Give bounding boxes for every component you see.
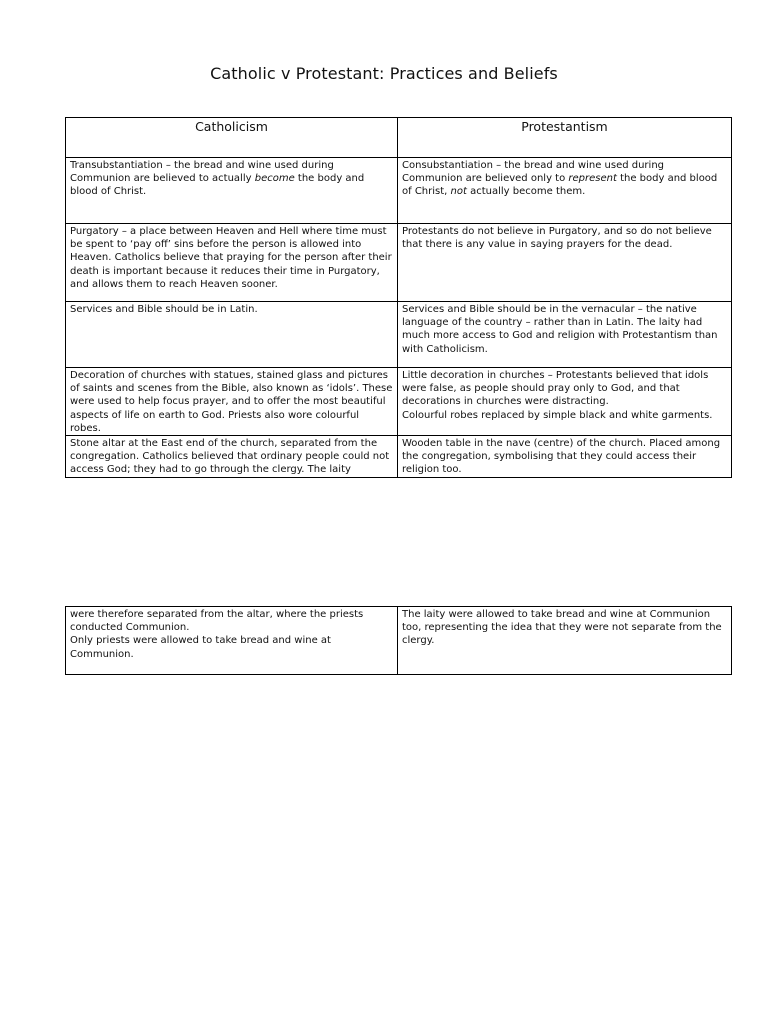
protestant-cell: Wooden table in the nave (centre) of the church. Placed among the congregation, symbolising that they could access their religion too. [398, 436, 732, 478]
catholic-cell: Decoration of churches with statues, stained glass and pictures of saints and scenes from the Bible, also known as ‘idols’. These were used to help focus prayer, and to offer the most beautiful aspects of life on earth to God. Priests also wore colourful robes. [66, 368, 398, 436]
comparison-table-continued [65, 606, 732, 675]
protestant-cell: Protestants do not believe in Purgatory, and so do not believe that there is any value in saying prayers for the dead. [398, 224, 732, 302]
comparison-table [65, 117, 732, 478]
catholic-cell: Stone altar at the East end of the church, separated from the congregation. Catholics believed that ordinary people could not access God; they had to go through the clergy. The laity [66, 436, 398, 478]
header-protestantism: Protestantism [398, 118, 732, 158]
table-row [66, 158, 732, 224]
protestant-cell: Consubstantiation – the bread and wine used during Communion are believed only to represent the body and blood of Christ, not actually become them. [398, 158, 732, 224]
table-row [66, 224, 732, 302]
table-row [66, 368, 732, 436]
table-header-row [66, 118, 732, 158]
header-catholicism: Catholicism [66, 118, 398, 158]
table-row [66, 607, 732, 675]
protestant-cell: Little decoration in churches – Protestants believed that idols were false, as people should pray only to God, and that decorations in churches were distracting. Colourful robes replaced by simple black and white garments. [398, 368, 732, 436]
catholic-cell: Services and Bible should be in Latin. [66, 302, 398, 368]
table-row [66, 302, 732, 368]
protestant-cell: The laity were allowed to take bread and wine at Communion too, representing the idea that they were not separate from the clergy. [398, 607, 732, 675]
catholic-cell: Transubstantiation – the bread and wine used during Communion are believed to actually become the body and blood of Christ. [66, 158, 398, 224]
protestant-cell: Services and Bible should be in the vernacular – the native language of the country – rather than in Latin. The laity had much more access to God and religion with Protestantism than with Catholicism. [398, 302, 732, 368]
catholic-cell: Purgatory – a place between Heaven and Hell where time must be spent to ‘pay off’ sins before the person is allowed into Heaven. Catholics believe that praying for the person after their death is important because it reduces their time in Purgatory, and allows them to reach Heaven sooner. [66, 224, 398, 302]
catholic-cell: were therefore separated from the altar, where the priests conducted Communion. Only priests were allowed to take bread and wine at Communion. [66, 607, 398, 675]
table-row [66, 436, 732, 478]
page-title: Catholic v Protestant: Practices and Beliefs [210, 64, 558, 83]
